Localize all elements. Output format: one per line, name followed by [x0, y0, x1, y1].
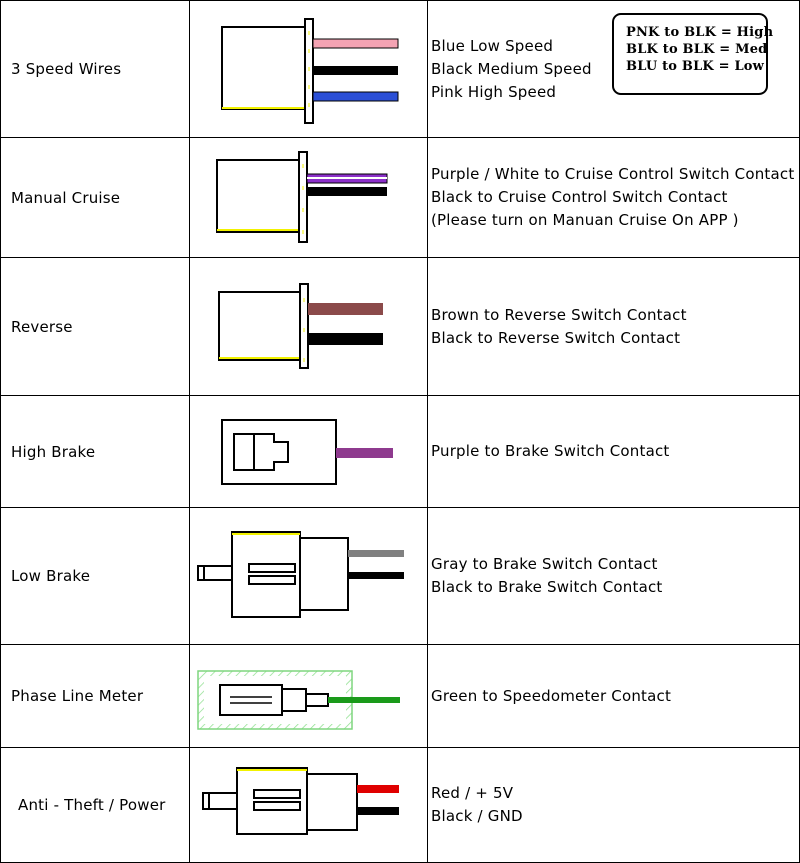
two-pin-connector-diagram [190, 138, 427, 257]
connector-cell [190, 138, 428, 258]
connector-slot [254, 790, 300, 798]
row-name: Reverse [1, 258, 190, 396]
description-line: Gray to Brake Switch Contact [431, 555, 658, 573]
gray-wire [348, 550, 404, 557]
connector-slot [249, 564, 295, 572]
description-line: Pink High Speed [431, 82, 557, 101]
connector-body [219, 292, 302, 360]
table-row [1, 138, 800, 258]
description-cell [428, 138, 800, 258]
description-cell [428, 258, 800, 396]
black-wire [308, 333, 383, 345]
row-name: Manual Cruise [1, 138, 190, 258]
legend-line: PNK to BLK = High [626, 25, 774, 40]
table-row [1, 1, 800, 138]
two-pin-connector-diagram [190, 258, 427, 395]
connector-tip [306, 694, 328, 706]
description-line: Purple to Brake Switch Contact [431, 442, 670, 460]
two-pin-connector-diagram [190, 508, 427, 644]
description-line: Purple / White to Cruise Control Switch Contact [431, 165, 795, 183]
green-wire [328, 697, 400, 703]
table-row [1, 508, 800, 645]
connector-body [220, 685, 282, 715]
description-cell [428, 396, 800, 508]
description-cell [428, 508, 800, 645]
row-name: Phase Line Meter [1, 645, 190, 748]
speed-legend-box [612, 13, 774, 95]
connector-body [217, 160, 301, 232]
black-wire [357, 807, 399, 815]
connector-cell [190, 1, 428, 138]
legend-line: BLK to BLK = Med [626, 42, 768, 57]
connector-cell [190, 508, 428, 645]
purple-wire [336, 448, 393, 458]
one-pin-connector-diagram [190, 396, 427, 507]
black-wire [307, 187, 387, 196]
connector-cell [190, 645, 428, 748]
row-name: High Brake [1, 396, 190, 508]
connector-cell [190, 748, 428, 863]
description-line: Black Medium Speed [431, 59, 592, 78]
description-line: Black to Reverse Switch Contact [431, 328, 681, 347]
red-wire [357, 785, 399, 793]
table-row [1, 258, 800, 396]
row-name: 3 Speed Wires [1, 1, 190, 138]
legend-line: BLU to BLK = Low [626, 59, 765, 74]
connector-rear [300, 538, 348, 610]
description-line: Red / + 5V [431, 784, 514, 802]
connector-body [222, 27, 307, 109]
table-row [1, 645, 800, 748]
table-row [1, 748, 800, 863]
connector-cell [190, 258, 428, 396]
row-name: Low Brake [1, 508, 190, 645]
black-wire [348, 572, 404, 579]
connector-slot [254, 802, 300, 810]
blue-wire [313, 92, 398, 101]
pink-wire [313, 39, 398, 48]
description-cell [428, 1, 800, 138]
description-line: Brown to Reverse Switch Contact [431, 305, 687, 324]
description-line: Blue Low Speed [431, 36, 554, 55]
description-line: Green to Speedometer Contact [431, 686, 672, 705]
two-pin-connector-diagram [190, 748, 427, 862]
table-row [1, 396, 800, 508]
description-cell [428, 645, 800, 748]
black-wire [313, 66, 398, 75]
description-line: Black to Cruise Control Switch Contact [431, 188, 728, 206]
connector-rear [307, 774, 357, 830]
brown-wire [308, 303, 383, 315]
description-cell [428, 748, 800, 863]
connector-cell [190, 396, 428, 508]
row-name: Anti - Theft / Power [1, 748, 190, 863]
description-line: Black to Brake Switch Contact [431, 578, 663, 596]
connector-slot [249, 576, 295, 584]
description-line: Black / GND [431, 807, 523, 825]
description-line: (Please turn on Manuan Cruise On APP ) [431, 211, 739, 229]
connector-collar [282, 689, 306, 711]
connector-body [232, 532, 300, 617]
three-pin-connector-diagram [190, 1, 427, 137]
connector-flange [300, 284, 308, 368]
single-pin-connector-diagram [190, 645, 427, 747]
